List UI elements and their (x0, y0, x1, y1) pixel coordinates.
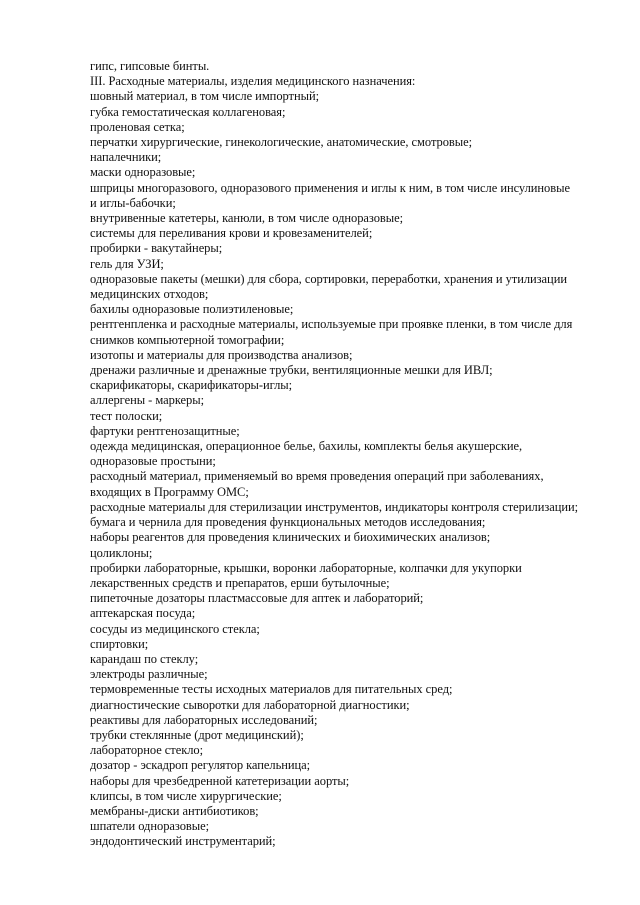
text-line: одежда медицинская, операционное белье, бахилы, комплекты белья акушерские, (90, 439, 523, 454)
text-line: и иглы-бабочки; (90, 195, 176, 210)
text-line: лабораторное стекло; (90, 743, 204, 758)
text-line: входящих в Программу ОМС; (90, 484, 249, 499)
text-line: шпатели одноразовые; (90, 819, 210, 834)
text-line: наборы для чрезбедренной катетеризации аорты; (90, 773, 350, 788)
text-line: перчатки хирургические, гинекологические, анатомические, смотровые; (90, 135, 473, 150)
text-line: фартуки рентгенозащитные; (90, 423, 240, 438)
text-line: рентгенпленка и расходные материалы, используемые при проявке пленки, в том числе для (90, 317, 573, 332)
text-line: маски одноразовые; (90, 165, 196, 180)
text-line: термовременные тесты исходных материалов для питательных сред; (90, 682, 453, 697)
text-line: снимков компьютерной томографии; (90, 332, 285, 347)
text-line: медицинских отходов; (90, 287, 209, 302)
text-line: мембраны-диски антибиотиков; (90, 803, 259, 818)
text-line: пипеточные дозаторы пластмассовые для аптек и лабораторий; (90, 591, 424, 606)
text-line: бахилы одноразовые полиэтиленовые; (90, 302, 294, 317)
text-line: системы для переливания крови и кровезаменителей; (90, 226, 373, 241)
text-line: цоликлоны; (90, 545, 153, 560)
text-line: бумага и чернила для проведения функциональных методов исследования; (90, 515, 486, 530)
text-line: спиртовки; (90, 636, 149, 651)
text-line: расходные материалы для стерилизации инструментов, индикаторы контроля стерилизации; (90, 499, 579, 514)
text-line: наборы реагентов для проведения клинических и биохимических анализов; (90, 530, 491, 545)
text-line: карандаш по стеклу; (90, 651, 199, 666)
text-line: пробирки - вакутайнеры; (90, 241, 223, 256)
text-line: сосуды из медицинского стекла; (90, 621, 260, 636)
text-line: изотопы и материалы для производства анализов; (90, 347, 353, 362)
text-line: тест полоски; (90, 408, 163, 423)
text-line: скарификаторы, скарификаторы-иглы; (90, 378, 293, 393)
text-line: напалечники; (90, 150, 162, 165)
text-line: эндодонтический инструментарий; (90, 834, 276, 849)
text-line: гипс, гипсовые бинты. (90, 59, 210, 73)
text-line: аллергены - маркеры; (90, 393, 204, 408)
text-line: расходный материал, применяемый во время проведения операций при заболеваниях, (90, 469, 544, 484)
text-line: аптекарская посуда; (90, 606, 196, 621)
text-line: гель для УЗИ; (90, 256, 164, 271)
text-line: клипсы, в том числе хирургические; (90, 788, 282, 803)
text-line: дозатор - эскадроп регулятор капельница; (90, 758, 311, 773)
text-line: губка гемостатическая коллагеновая; (90, 104, 286, 119)
text-line: диагностические сыворотки для лабораторной диагностики; (90, 697, 410, 712)
text-line: пробирки лабораторные, крышки, воронки лабораторные, колпачки для укупорки (90, 560, 522, 575)
text-line: лекарственных средств и препаратов, ерши бутылочные; (90, 575, 390, 590)
text-line: трубки стеклянные (дрот медицинский); (90, 727, 304, 742)
text-line: шовный материал, в том числе импортный; (90, 89, 320, 104)
document-text (90, 59, 615, 850)
text-line: шприцы многоразового, одноразового применения и иглы к ним, в том числе инсулиновые (90, 180, 570, 195)
text-line: одноразовые простыни; (90, 454, 216, 469)
text-line: реактивы для лабораторных исследований; (90, 712, 318, 727)
text-line: проленовая сетка; (90, 119, 185, 134)
text-line: внутривенные катетеры, канюли, в том числе одноразовые; (90, 211, 404, 226)
text-line: одноразовые пакеты (мешки) для сбора, сортировки, переработки, хранения и утилизации (90, 271, 567, 286)
text-line: дренажи различные и дренажные трубки, вентиляционные мешки для ИВЛ; (90, 363, 493, 378)
text-line: III. Расходные материалы, изделия медицинского назначения: (90, 74, 416, 89)
text-line: электроды различные; (90, 667, 208, 682)
